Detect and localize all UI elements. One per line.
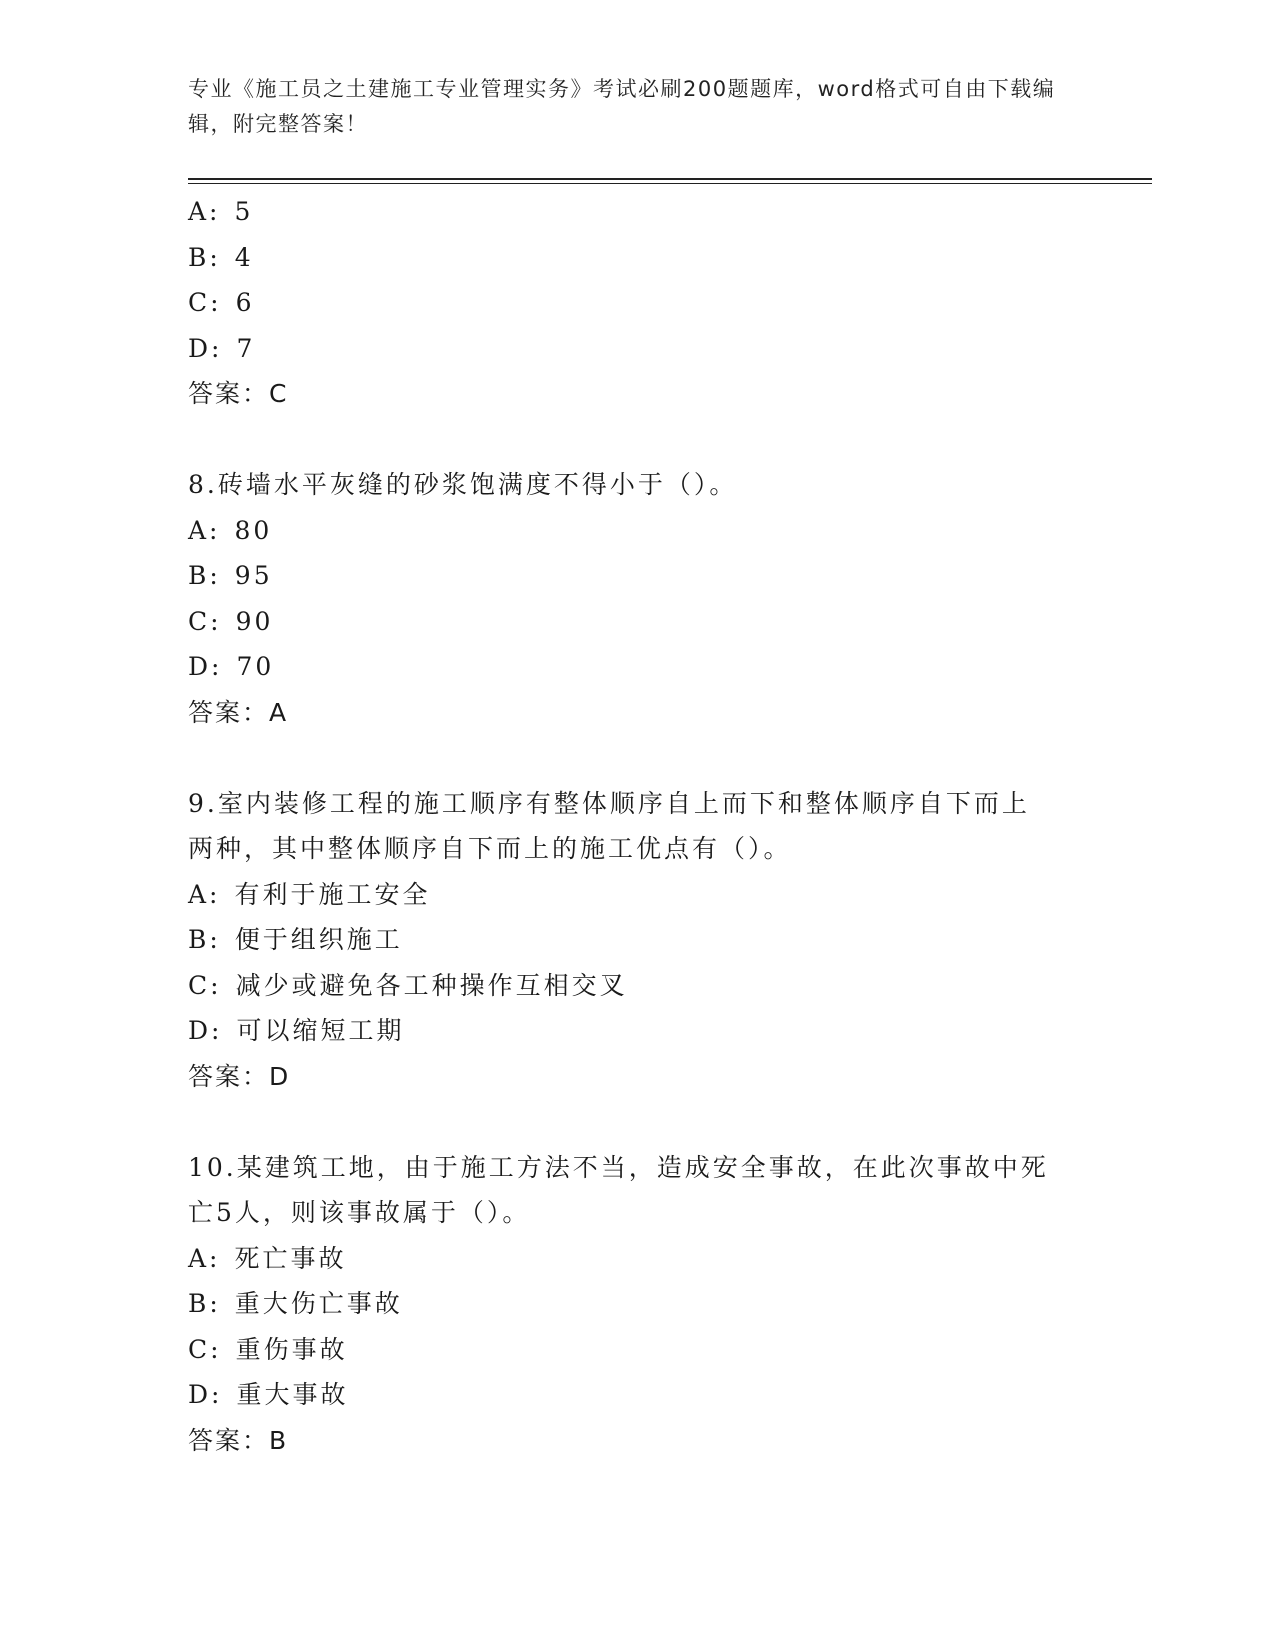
option-text: 70 bbox=[236, 652, 275, 681]
document-header: 专业《施工员之土建施工专业管理实务》考试必刷200题题库，word格式可自由下载编辑，附完整答案！ bbox=[188, 77, 1056, 136]
option-text: 6 bbox=[235, 288, 255, 317]
option-letter: A: bbox=[188, 879, 221, 909]
option-b bbox=[188, 1281, 1088, 1327]
question-stem: 10.某建筑工地，由于施工方法不当，造成安全事故，在此次事故中死 bbox=[188, 1152, 1049, 1182]
answer-line: 答案：B bbox=[188, 1425, 289, 1455]
option-text: 5 bbox=[234, 197, 254, 226]
spacer bbox=[188, 735, 1088, 781]
question-10-block bbox=[188, 1145, 1088, 1464]
option-d bbox=[188, 1008, 1088, 1054]
option-letter: A: bbox=[188, 197, 221, 226]
question-stem-continued: 亡5人，则该事故属于（）。 bbox=[188, 1198, 531, 1227]
question-9-block bbox=[188, 781, 1088, 1100]
option-letter: B: bbox=[188, 561, 221, 590]
option-letter: C: bbox=[188, 1334, 222, 1364]
option-letter: D: bbox=[188, 1016, 223, 1045]
option-letter: B: bbox=[188, 1289, 221, 1318]
option-b bbox=[188, 917, 1088, 963]
answer-line: 答案：A bbox=[188, 697, 289, 727]
option-d bbox=[188, 644, 1088, 690]
option-letter: C: bbox=[188, 606, 222, 636]
header-rule-thin bbox=[188, 183, 1152, 184]
option-letter: A: bbox=[188, 1243, 221, 1273]
option-b bbox=[188, 553, 1088, 599]
option-c bbox=[188, 599, 1088, 645]
option-letter: B: bbox=[188, 925, 221, 954]
option-text: 死亡事故 bbox=[234, 1243, 347, 1273]
option-text: 95 bbox=[234, 561, 273, 590]
spacer bbox=[188, 417, 1088, 463]
option-letter: D: bbox=[188, 652, 223, 681]
option-letter: B: bbox=[188, 242, 221, 272]
option-d bbox=[188, 326, 1088, 372]
option-c bbox=[188, 1327, 1088, 1373]
question-stem: 8.砖墙水平灰缝的砂浆饱满度不得小于（）。 bbox=[188, 470, 738, 499]
option-text: 便于组织施工 bbox=[234, 925, 403, 954]
option-c bbox=[188, 963, 1088, 1009]
option-text: 4 bbox=[234, 242, 254, 272]
question-7-block bbox=[188, 189, 1088, 417]
option-text: 重大伤亡事故 bbox=[234, 1289, 403, 1318]
question-stem: 9.室内装修工程的施工顺序有整体顺序自上而下和整体顺序自下而上 bbox=[188, 788, 1030, 818]
option-b bbox=[188, 235, 1088, 281]
option-letter: C: bbox=[188, 970, 222, 1000]
option-text: 7 bbox=[236, 333, 256, 363]
option-a bbox=[188, 1236, 1088, 1282]
option-letter: D: bbox=[188, 333, 223, 363]
option-text: 可以缩短工期 bbox=[236, 1016, 405, 1045]
option-a bbox=[188, 189, 1088, 235]
question-list bbox=[188, 189, 1088, 1463]
spacer bbox=[188, 1099, 1088, 1145]
option-a bbox=[188, 872, 1088, 918]
option-c bbox=[188, 280, 1088, 326]
option-text: 90 bbox=[235, 606, 274, 636]
option-text: 减少或避免各工种操作互相交叉 bbox=[235, 970, 628, 1000]
header-rule-thick bbox=[188, 178, 1152, 180]
answer-line: 答案：D bbox=[188, 1061, 291, 1091]
option-letter: C: bbox=[188, 288, 222, 317]
option-text: 有利于施工安全 bbox=[234, 879, 431, 909]
option-text: 重大事故 bbox=[236, 1380, 349, 1409]
option-text: 80 bbox=[234, 515, 273, 545]
option-a bbox=[188, 508, 1088, 554]
option-letter: A: bbox=[188, 515, 221, 545]
option-letter: D: bbox=[188, 1380, 223, 1409]
option-text: 重伤事故 bbox=[235, 1334, 348, 1364]
question-8-block bbox=[188, 462, 1088, 735]
question-stem-continued: 两种，其中整体顺序自下而上的施工优点有（）。 bbox=[188, 834, 792, 863]
option-d bbox=[188, 1372, 1088, 1418]
answer-line: 答案：C bbox=[188, 379, 289, 408]
